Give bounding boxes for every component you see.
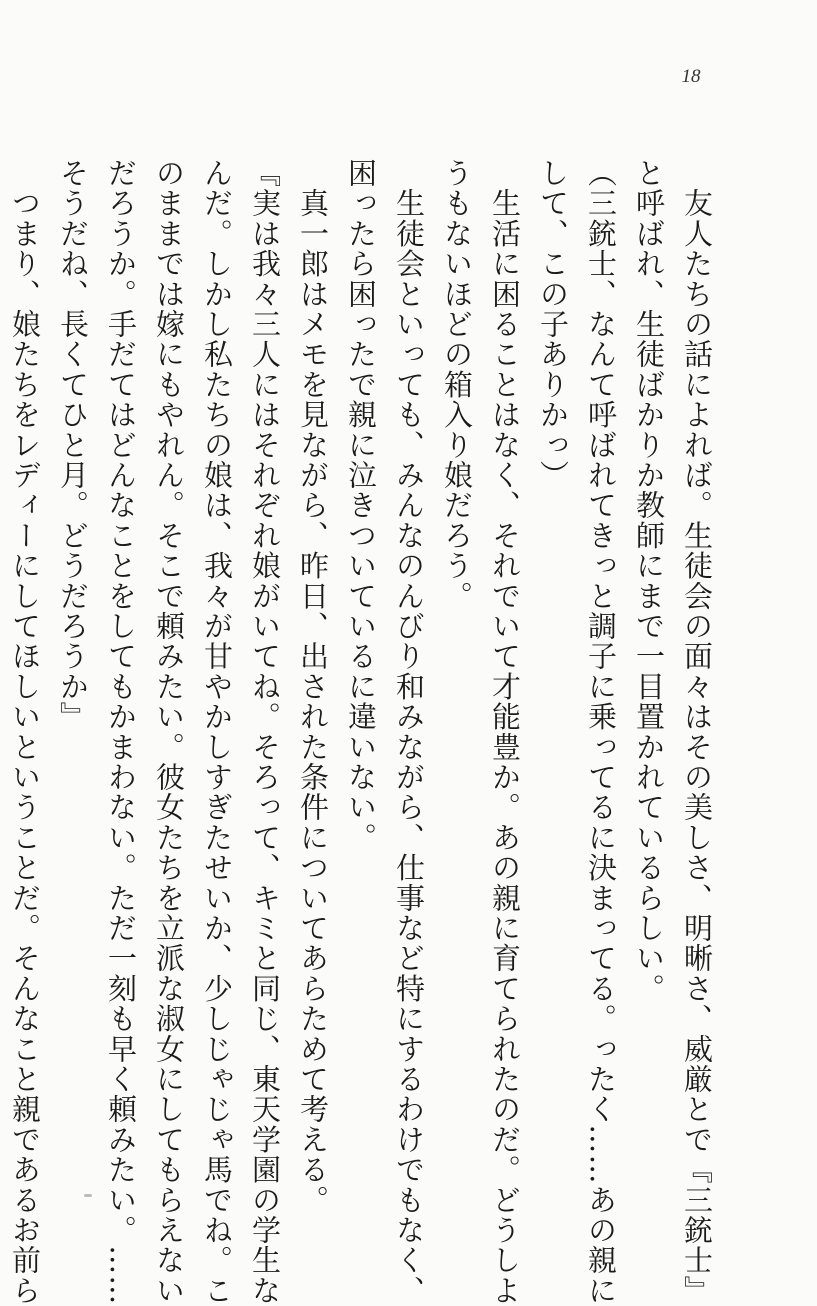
text-line: うもないほどの箱入り娘だろう。 [440, 158, 474, 611]
text-line: 『実は我々三人にはそれぞれ娘がいてね。そろって、キミと同じ、東天学園の学生な [248, 158, 282, 1306]
body-text [0, 158, 721, 1306]
text-line: して、この子ありかっ） [536, 158, 570, 491]
text-line: 困ったら困ったで親に泣きついているに違いない。 [344, 158, 378, 853]
text-line: （三銃士、なんて呼ばれてきっと調子に乗ってるに決まってる。ったく……あの親に [584, 158, 618, 1306]
text-line: と呼ばれ、生徒ばかりか教師にまで一目置かれているらしい。 [632, 158, 666, 1004]
text-line: 真一郎はメモを見ながら、昨日、出された条件についてあらためて考える。 [296, 158, 330, 1215]
text-line: のままでは嫁にもやれん。そこで頼みたい。彼女たちを立派な淑女にしてもらえない [152, 158, 186, 1306]
text-line: んだ。しかし私たちの娘は、我々が甘やかしすぎたせいか、少しじゃじゃ馬でね。こ [200, 158, 234, 1306]
scan-speck [84, 1194, 92, 1197]
text-line: 生活に困ることはなく、それでいて才能豊か。あの親に育てられたのだ。どうしよ [488, 158, 522, 1306]
text-line [0, 158, 1, 1088]
text-line: 生徒会といっても、みんなのんびり和みながら、仕事など特にするわけでもなく、 [392, 158, 426, 1306]
page-number: 18 [681, 66, 701, 87]
text-line: そうだね、長くてひと月。どうだろうか』 [56, 158, 90, 732]
text-line: つまり、娘たちをレディーにしてほしいということだ。そんなこと親であるお前ら [8, 158, 42, 1306]
text-line: 友人たちの話によれば。生徒会の面々はその美しさ、明晰さ、威厳とで『三銃士』 [680, 158, 714, 1306]
text-line: だろうか。手だてはどんなことをしてもかまわない。ただ一刻も早く頼みたい。…… [104, 158, 138, 1306]
